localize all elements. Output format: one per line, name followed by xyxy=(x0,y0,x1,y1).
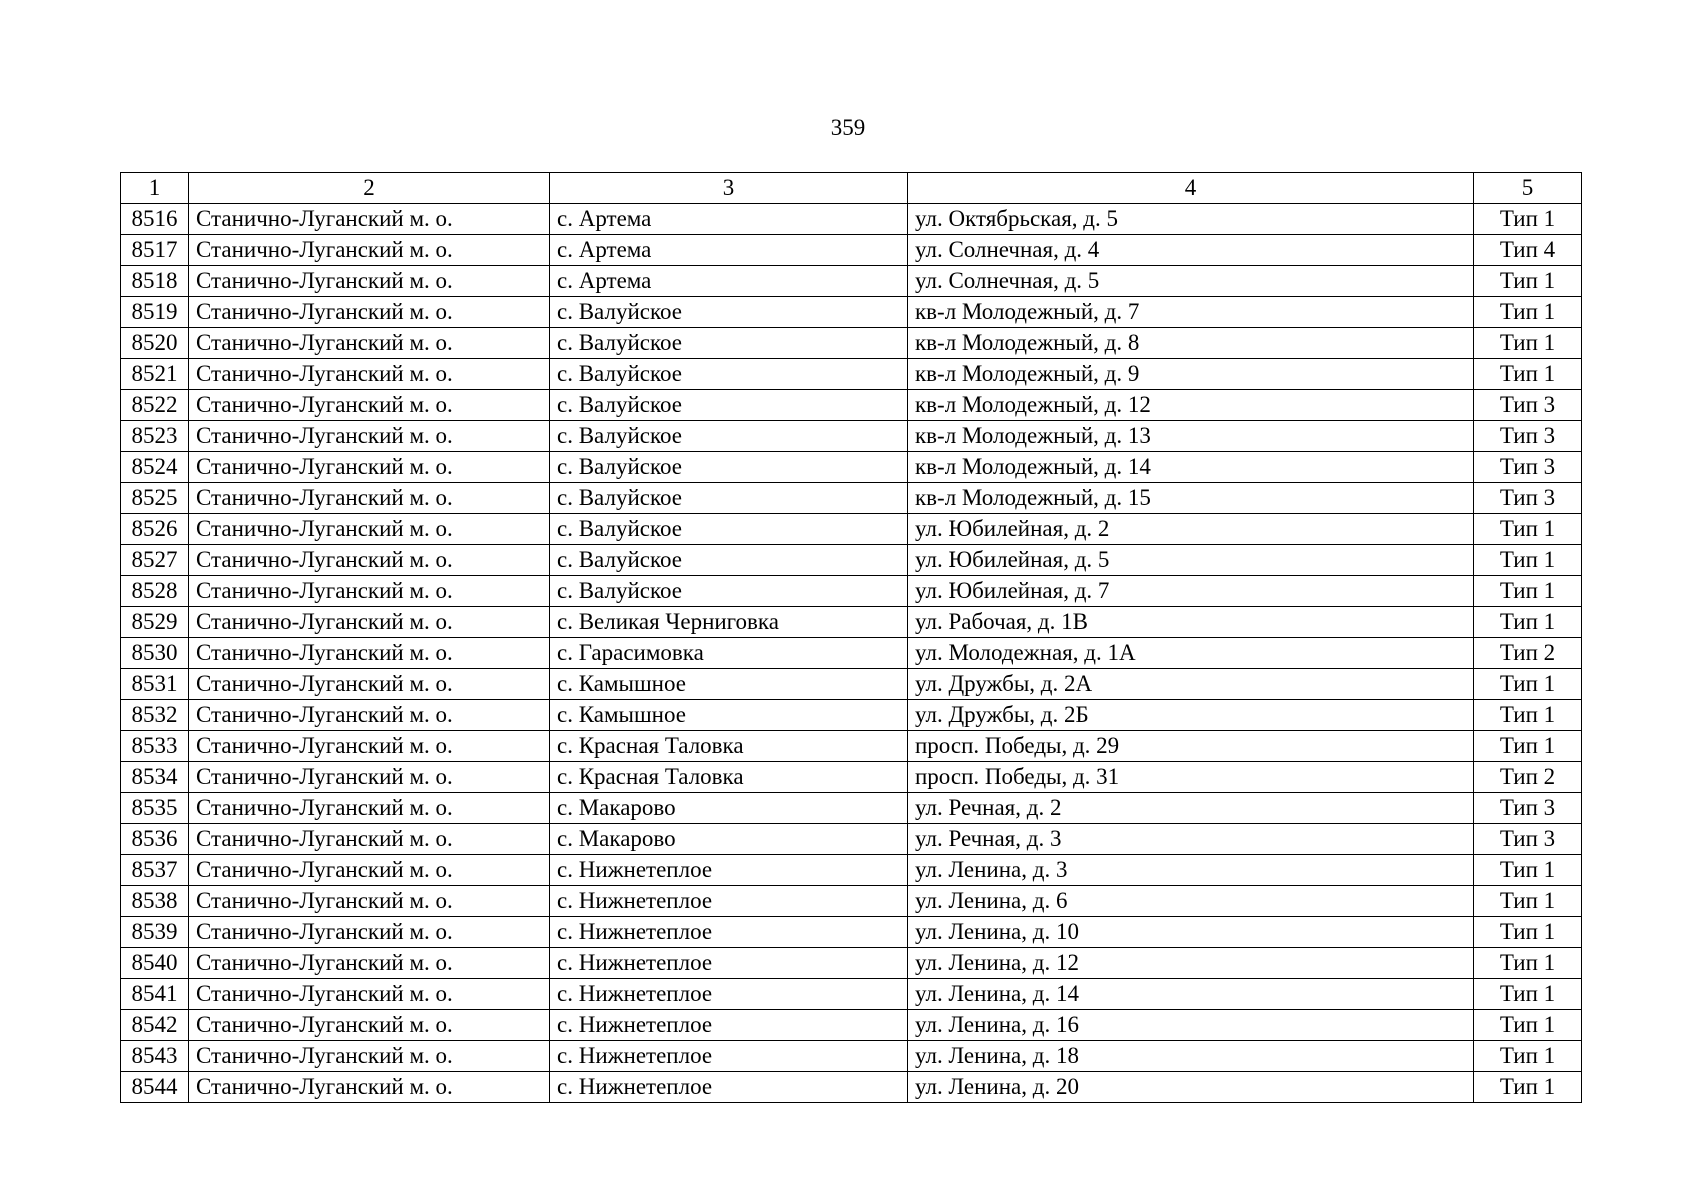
municipality-cell: Станично-Луганский м. о. xyxy=(189,700,550,731)
table-row xyxy=(121,824,1582,855)
type-cell: Тип 1 xyxy=(1474,917,1582,948)
row-number-cell: 8533 xyxy=(121,731,189,762)
address-cell: кв-л Молодежный, д. 8 xyxy=(908,328,1474,359)
type-cell: Тип 3 xyxy=(1474,824,1582,855)
type-cell: Тип 1 xyxy=(1474,359,1582,390)
type-cell: Тип 3 xyxy=(1474,452,1582,483)
address-cell: ул. Юбилейная, д. 2 xyxy=(908,514,1474,545)
settlement-cell: с. Нижнетеплое xyxy=(550,917,908,948)
type-cell: Тип 3 xyxy=(1474,421,1582,452)
table-row xyxy=(121,545,1582,576)
municipality-cell: Станично-Луганский м. о. xyxy=(189,948,550,979)
table-row xyxy=(121,359,1582,390)
table-row xyxy=(121,576,1582,607)
column-header: 3 xyxy=(550,173,908,204)
table-row xyxy=(121,607,1582,638)
row-number-cell: 8534 xyxy=(121,762,189,793)
row-number-cell: 8526 xyxy=(121,514,189,545)
row-number-cell: 8523 xyxy=(121,421,189,452)
type-cell: Тип 1 xyxy=(1474,731,1582,762)
type-cell: Тип 2 xyxy=(1474,762,1582,793)
row-number-cell: 8520 xyxy=(121,328,189,359)
address-cell: кв-л Молодежный, д. 14 xyxy=(908,452,1474,483)
table-row xyxy=(121,421,1582,452)
table-row xyxy=(121,793,1582,824)
settlement-cell: с. Нижнетеплое xyxy=(550,979,908,1010)
type-cell: Тип 3 xyxy=(1474,793,1582,824)
settlement-cell: с. Артема xyxy=(550,266,908,297)
address-cell: ул. Юбилейная, д. 5 xyxy=(908,545,1474,576)
settlement-cell: с. Артема xyxy=(550,204,908,235)
type-cell: Тип 1 xyxy=(1474,979,1582,1010)
address-cell: ул. Ленина, д. 3 xyxy=(908,855,1474,886)
address-cell: ул. Молодежная, д. 1А xyxy=(908,638,1474,669)
settlement-cell: с. Валуйское xyxy=(550,514,908,545)
address-cell: ул. Солнечная, д. 5 xyxy=(908,266,1474,297)
type-cell: Тип 1 xyxy=(1474,328,1582,359)
type-cell: Тип 1 xyxy=(1474,669,1582,700)
table-row xyxy=(121,1010,1582,1041)
table-row xyxy=(121,204,1582,235)
municipality-cell: Станично-Луганский м. о. xyxy=(189,452,550,483)
settlement-cell: с. Нижнетеплое xyxy=(550,1010,908,1041)
table-row xyxy=(121,1041,1582,1072)
address-cell: ул. Речная, д. 2 xyxy=(908,793,1474,824)
type-cell: Тип 1 xyxy=(1474,297,1582,328)
row-number-cell: 8538 xyxy=(121,886,189,917)
municipality-cell: Станично-Луганский м. о. xyxy=(189,1010,550,1041)
address-cell: ул. Ленина, д. 10 xyxy=(908,917,1474,948)
municipality-cell: Станично-Луганский м. о. xyxy=(189,576,550,607)
address-cell: ул. Солнечная, д. 4 xyxy=(908,235,1474,266)
table-row xyxy=(121,855,1582,886)
table-row xyxy=(121,948,1582,979)
row-number-cell: 8528 xyxy=(121,576,189,607)
table-row xyxy=(121,297,1582,328)
type-cell: Тип 2 xyxy=(1474,638,1582,669)
settlement-cell: с. Нижнетеплое xyxy=(550,1041,908,1072)
address-cell: ул. Дружбы, д. 2Б xyxy=(908,700,1474,731)
address-cell: ул. Рабочая, д. 1В xyxy=(908,607,1474,638)
type-cell: Тип 1 xyxy=(1474,948,1582,979)
address-cell: просп. Победы, д. 31 xyxy=(908,762,1474,793)
table-row xyxy=(121,328,1582,359)
type-cell: Тип 1 xyxy=(1474,266,1582,297)
row-number-cell: 8522 xyxy=(121,390,189,421)
municipality-cell: Станично-Луганский м. о. xyxy=(189,514,550,545)
settlement-cell: с. Нижнетеплое xyxy=(550,948,908,979)
municipality-cell: Станично-Луганский м. о. xyxy=(189,1072,550,1103)
municipality-cell: Станично-Луганский м. о. xyxy=(189,545,550,576)
type-cell: Тип 1 xyxy=(1474,1041,1582,1072)
address-cell: ул. Ленина, д. 20 xyxy=(908,1072,1474,1103)
municipality-cell: Станично-Луганский м. о. xyxy=(189,359,550,390)
settlement-cell: с. Макарово xyxy=(550,793,908,824)
row-number-cell: 8521 xyxy=(121,359,189,390)
municipality-cell: Станично-Луганский м. о. xyxy=(189,669,550,700)
row-number-cell: 8540 xyxy=(121,948,189,979)
column-header: 2 xyxy=(189,173,550,204)
table-row xyxy=(121,514,1582,545)
settlement-cell: с. Валуйское xyxy=(550,452,908,483)
type-cell: Тип 1 xyxy=(1474,855,1582,886)
column-header: 5 xyxy=(1474,173,1582,204)
type-cell: Тип 4 xyxy=(1474,235,1582,266)
municipality-cell: Станично-Луганский м. о. xyxy=(189,793,550,824)
municipality-cell: Станично-Луганский м. о. xyxy=(189,1041,550,1072)
table-row xyxy=(121,886,1582,917)
type-cell: Тип 1 xyxy=(1474,886,1582,917)
table-row xyxy=(121,638,1582,669)
type-cell: Тип 1 xyxy=(1474,607,1582,638)
settlement-cell: с. Макарово xyxy=(550,824,908,855)
municipality-cell: Станично-Луганский м. о. xyxy=(189,762,550,793)
settlement-cell: с. Валуйское xyxy=(550,545,908,576)
municipality-cell: Станично-Луганский м. о. xyxy=(189,204,550,235)
address-cell: кв-л Молодежный, д. 15 xyxy=(908,483,1474,514)
settlement-cell: с. Валуйское xyxy=(550,483,908,514)
row-number-cell: 8544 xyxy=(121,1072,189,1103)
municipality-cell: Станично-Луганский м. о. xyxy=(189,390,550,421)
table-row xyxy=(121,266,1582,297)
address-cell: просп. Победы, д. 29 xyxy=(908,731,1474,762)
table-header-row xyxy=(121,173,1582,204)
row-number-cell: 8536 xyxy=(121,824,189,855)
address-cell: ул. Ленина, д. 16 xyxy=(908,1010,1474,1041)
row-number-cell: 8537 xyxy=(121,855,189,886)
table-row xyxy=(121,483,1582,514)
table-row xyxy=(121,1072,1582,1103)
municipality-cell: Станично-Луганский м. о. xyxy=(189,731,550,762)
row-number-cell: 8532 xyxy=(121,700,189,731)
row-number-cell: 8543 xyxy=(121,1041,189,1072)
settlement-cell: с. Нижнетеплое xyxy=(550,886,908,917)
municipality-cell: Станично-Луганский м. о. xyxy=(189,855,550,886)
table-row xyxy=(121,390,1582,421)
address-cell: кв-л Молодежный, д. 9 xyxy=(908,359,1474,390)
municipality-cell: Станично-Луганский м. о. xyxy=(189,886,550,917)
column-header: 4 xyxy=(908,173,1474,204)
type-cell: Тип 1 xyxy=(1474,545,1582,576)
row-number-cell: 8524 xyxy=(121,452,189,483)
type-cell: Тип 1 xyxy=(1474,700,1582,731)
municipality-cell: Станично-Луганский м. о. xyxy=(189,297,550,328)
row-number-cell: 8516 xyxy=(121,204,189,235)
settlement-cell: с. Нижнетеплое xyxy=(550,1072,908,1103)
municipality-cell: Станично-Луганский м. о. xyxy=(189,638,550,669)
settlement-cell: с. Великая Черниговка xyxy=(550,607,908,638)
address-cell: кв-л Молодежный, д. 7 xyxy=(908,297,1474,328)
settlement-cell: с. Валуйское xyxy=(550,359,908,390)
address-cell: ул. Октябрьская, д. 5 xyxy=(908,204,1474,235)
type-cell: Тип 1 xyxy=(1474,1010,1582,1041)
table-row xyxy=(121,700,1582,731)
row-number-cell: 8542 xyxy=(121,1010,189,1041)
table-row xyxy=(121,762,1582,793)
settlement-cell: с. Камышное xyxy=(550,669,908,700)
address-cell: ул. Ленина, д. 14 xyxy=(908,979,1474,1010)
settlement-cell: с. Валуйское xyxy=(550,328,908,359)
municipality-cell: Станично-Луганский м. о. xyxy=(189,917,550,948)
type-cell: Тип 3 xyxy=(1474,483,1582,514)
row-number-cell: 8529 xyxy=(121,607,189,638)
address-cell: ул. Юбилейная, д. 7 xyxy=(908,576,1474,607)
registry-table xyxy=(120,172,1582,1103)
municipality-cell: Станично-Луганский м. о. xyxy=(189,235,550,266)
municipality-cell: Станично-Луганский м. о. xyxy=(189,483,550,514)
table-body xyxy=(121,204,1582,1103)
address-cell: ул. Речная, д. 3 xyxy=(908,824,1474,855)
table-row xyxy=(121,917,1582,948)
address-cell: ул. Дружбы, д. 2А xyxy=(908,669,1474,700)
settlement-cell: с. Камышное xyxy=(550,700,908,731)
row-number-cell: 8535 xyxy=(121,793,189,824)
settlement-cell: с. Валуйское xyxy=(550,297,908,328)
column-header: 1 xyxy=(121,173,189,204)
row-number-cell: 8519 xyxy=(121,297,189,328)
table-row xyxy=(121,979,1582,1010)
table-row xyxy=(121,235,1582,266)
municipality-cell: Станично-Луганский м. о. xyxy=(189,328,550,359)
address-cell: ул. Ленина, д. 12 xyxy=(908,948,1474,979)
municipality-cell: Станично-Луганский м. о. xyxy=(189,824,550,855)
municipality-cell: Станично-Луганский м. о. xyxy=(189,607,550,638)
row-number-cell: 8527 xyxy=(121,545,189,576)
row-number-cell: 8530 xyxy=(121,638,189,669)
type-cell: Тип 3 xyxy=(1474,390,1582,421)
settlement-cell: с. Гарасимовка xyxy=(550,638,908,669)
settlement-cell: с. Нижнетеплое xyxy=(550,855,908,886)
settlement-cell: с. Артема xyxy=(550,235,908,266)
type-cell: Тип 1 xyxy=(1474,576,1582,607)
address-cell: ул. Ленина, д. 6 xyxy=(908,886,1474,917)
type-cell: Тип 1 xyxy=(1474,204,1582,235)
row-number-cell: 8541 xyxy=(121,979,189,1010)
settlement-cell: с. Красная Таловка xyxy=(550,762,908,793)
address-cell: кв-л Молодежный, д. 12 xyxy=(908,390,1474,421)
settlement-cell: с. Красная Таловка xyxy=(550,731,908,762)
table-row xyxy=(121,731,1582,762)
municipality-cell: Станично-Луганский м. о. xyxy=(189,979,550,1010)
row-number-cell: 8531 xyxy=(121,669,189,700)
type-cell: Тип 1 xyxy=(1474,1072,1582,1103)
table-row xyxy=(121,669,1582,700)
row-number-cell: 8525 xyxy=(121,483,189,514)
address-cell: кв-л Молодежный, д. 13 xyxy=(908,421,1474,452)
settlement-cell: с. Валуйское xyxy=(550,576,908,607)
row-number-cell: 8517 xyxy=(121,235,189,266)
row-number-cell: 8539 xyxy=(121,917,189,948)
page-number: 359 xyxy=(830,115,866,140)
type-cell: Тип 1 xyxy=(1474,514,1582,545)
municipality-cell: Станично-Луганский м. о. xyxy=(189,421,550,452)
settlement-cell: с. Валуйское xyxy=(550,421,908,452)
address-cell: ул. Ленина, д. 18 xyxy=(908,1041,1474,1072)
table-row xyxy=(121,452,1582,483)
settlement-cell: с. Валуйское xyxy=(550,390,908,421)
municipality-cell: Станично-Луганский м. о. xyxy=(189,266,550,297)
row-number-cell: 8518 xyxy=(121,266,189,297)
